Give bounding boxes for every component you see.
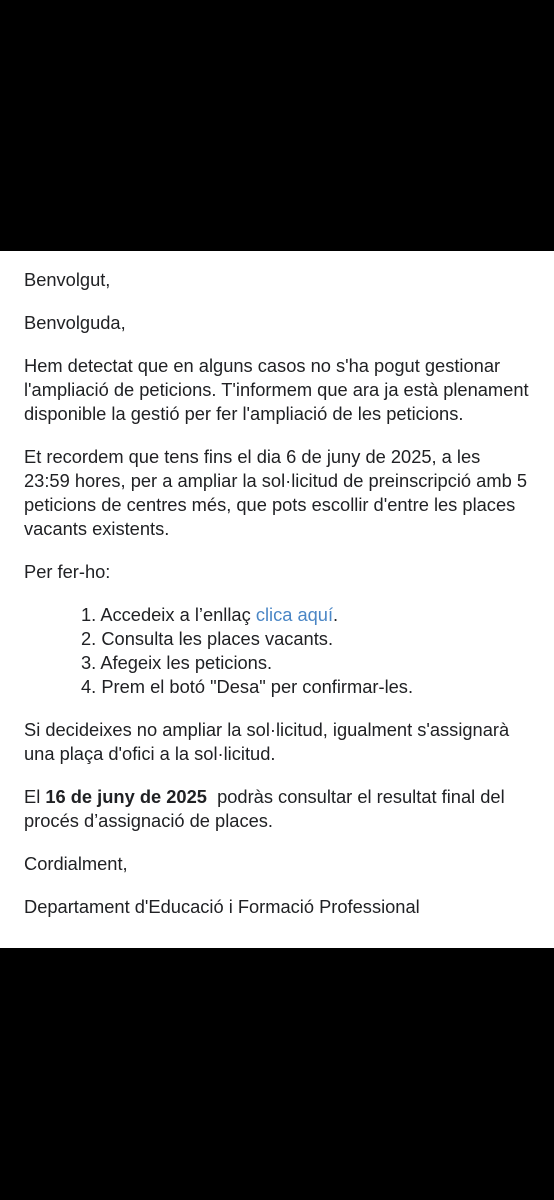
signature: Departament d'Educació i Formació Professional	[24, 896, 420, 917]
step-text: Prem el botó "Desa" per confirmar-les.	[101, 676, 414, 697]
step-item	[81, 603, 530, 627]
steps-list	[24, 603, 530, 699]
clica-aqui-link[interactable]: clica aquí	[255, 604, 334, 625]
step-item	[81, 651, 530, 675]
step-number: 2.	[81, 628, 97, 649]
closing: Cordialment,	[24, 853, 128, 874]
intro-paragraph: Hem detectat que en alguns casos no s'ha pogut gestionar l'ampliació de peticions. T'informem que ara ja està plenament disponible la gestió per fer l'ampliació de les peticions.	[24, 355, 529, 424]
result-date: 16 de juny de 2025	[45, 786, 207, 807]
greeting-feminine: Benvolguda,	[24, 312, 126, 333]
step-text: Accedeix a l’enllaç	[100, 604, 256, 625]
step-text: Afegeix les peticions.	[100, 652, 273, 673]
step-number: 4.	[81, 676, 97, 697]
step-item	[81, 627, 530, 651]
assignment-paragraph: Si decideixes no ampliar la sol·licitud, igualment s'assignarà una plaça d'ofici a la sol·licitud.	[24, 719, 510, 764]
deadline-paragraph: Et recordem que tens fins el dia 6 de juny de 2025, a les 23:59 hores, per a ampliar la sol·licitud de preinscripció amb 5 peticions de centres més, que pots escollir d'entre les places vacants existents.	[24, 446, 527, 539]
result-suffix: podràs consultar el resultat final del procés d’assignació de places.	[24, 786, 510, 831]
result-date-paragraph	[24, 785, 530, 833]
step-item	[81, 675, 530, 699]
result-prefix: El	[24, 786, 46, 807]
step-number: 1.	[81, 604, 97, 625]
step-number: 3.	[81, 652, 97, 673]
steps-intro: Per fer-ho:	[24, 561, 111, 582]
step-text: Consulta les places vacants.	[101, 628, 334, 649]
email-body	[0, 251, 554, 948]
step-suffix: .	[333, 604, 339, 625]
greeting-masculine: Benvolgut,	[24, 269, 111, 290]
